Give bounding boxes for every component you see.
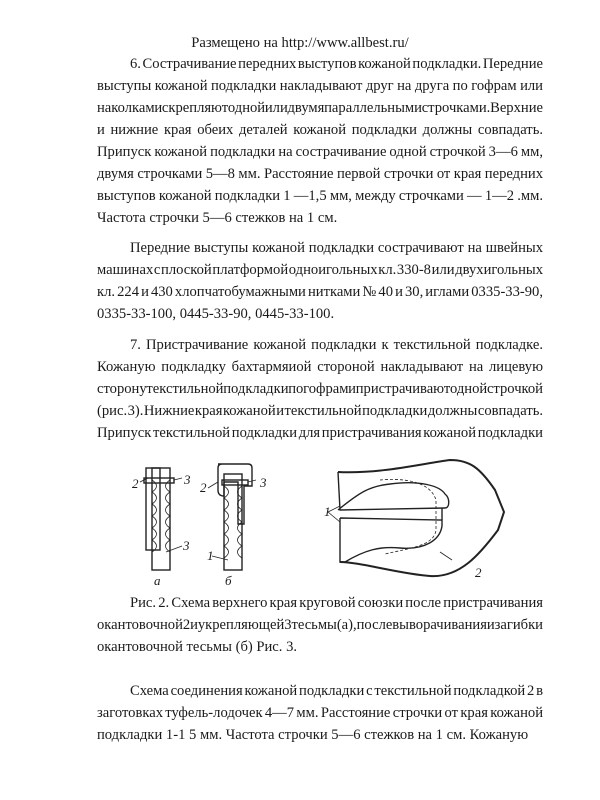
text-line: выступов кожаной подкладки 1 —1,5 мм, между строчками — 1—2 .мм.: [97, 188, 543, 204]
text-line: сторону текстильной подкладки по гофрам и пристрачивают одной строчкой: [97, 381, 543, 397]
figure-c-leather-lining-top: [338, 472, 449, 510]
figure-label: 1: [324, 504, 331, 519]
text-line: выступы кожаной подкладки накладывают друг на друга по гофрам или: [97, 78, 543, 94]
text-line: Передние выступы кожаной подкладки сострачивают на швейных: [130, 240, 543, 256]
text-line: Кожаную подкладку бахтармяиой стороной накладывают на лицевую: [97, 359, 543, 375]
text-line: Припуск кожаной подкладки на сострачивание одной строчкой 3—6 мм,: [97, 144, 543, 160]
figure-label: 1: [207, 548, 214, 563]
figure-label: 2: [132, 476, 139, 491]
text-line: заготовках туфель-лодочек 4—7 мм. Расстояние строчки от края кожаной: [97, 705, 543, 721]
figure-caption-b: б: [225, 573, 232, 588]
figure-label: 2: [200, 480, 207, 495]
text-line: 6. Сострачивание передних выступов кожаной подкладки. Передние: [130, 56, 543, 72]
figure-label: 2: [475, 565, 482, 580]
text-line: машинах с плоской платформой одноигольных кл. 330-8 или двухигольных: [97, 262, 543, 278]
text-line: 7. Пристрачивание кожаной подкладки к текстильной подкладке.: [130, 337, 543, 353]
text-line: и нижние края обеих деталей кожаной подкладки должны совпадать.: [97, 122, 543, 138]
text-line: окантовочной 2 и укрепляющей 3 тесьмы (а), после выворачивания и загибки: [97, 617, 543, 633]
figure-label: 3: [184, 472, 191, 487]
text-line: окантовочной тесьмы (б) Рис. 3.: [97, 639, 298, 655]
text-line: двумя строчками 5—8 мм. Расстояние первой строчки от края передних: [97, 166, 543, 182]
figure-label: 3: [183, 538, 190, 553]
text-line: наколкам и скрепляют одной или двумя параллельными строчками. Верхние: [97, 100, 543, 116]
figure-c-leather-lining-bottom: [340, 518, 442, 562]
figure-label: 3: [260, 475, 267, 490]
text-line: Схема соединения кожаной подкладки с текстильной подкладкой 2 в: [130, 683, 543, 699]
text-line: Рис. 2. Схема верхнего края круговой союзки после пристрачивания: [130, 595, 543, 611]
figure-illustration: [100, 450, 560, 590]
text-line: подкладки 1-1 5 мм. Частота строчки 5—6 стежков на 1 см. Кожаную: [97, 727, 529, 743]
text-line: 0335-33-100, 0445-33-90, 0445-33-100.: [97, 306, 335, 322]
text-line: кл. 224 и 430 хлопчатобумажными нитками № 40 и 30, иглами 0335-33-90,: [97, 284, 543, 300]
text-line: (рис. 3). Нижние края кожаной и текстильной подкладки должны совпадать.: [97, 403, 543, 419]
figure-b-fold: [218, 464, 252, 524]
figure-caption-a: а: [154, 573, 161, 588]
text-line: Припуск текстильной подкладки для пристрачивания кожаной подкладки: [97, 425, 543, 441]
text-line: Частота строчки 5—6 стежков на 1 см.: [97, 210, 338, 226]
page-header: Размещено на http://www.allbest.ru/: [191, 35, 409, 51]
